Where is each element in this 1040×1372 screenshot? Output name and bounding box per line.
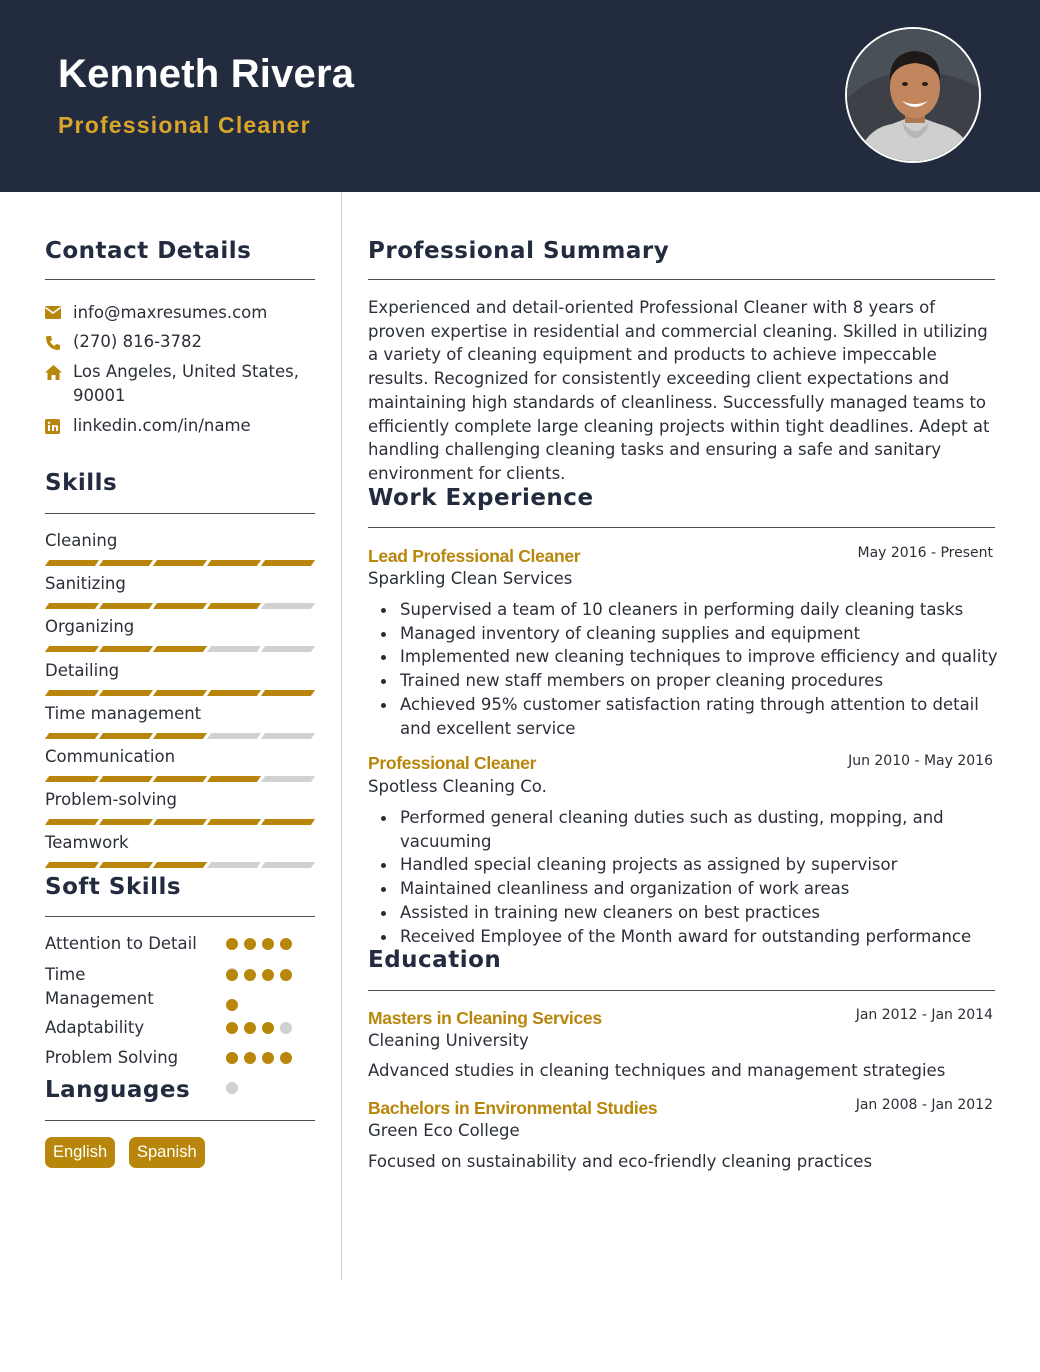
skill-level-segment bbox=[153, 690, 207, 696]
skill-level-segment bbox=[45, 560, 99, 566]
rating-dot bbox=[226, 1082, 238, 1094]
skill-level-segment bbox=[207, 862, 261, 868]
skill-level-segment bbox=[261, 776, 315, 782]
skill-level-segment bbox=[207, 603, 261, 609]
rating-dot bbox=[244, 938, 256, 950]
contact-phone-text: (270) 816-3782 bbox=[73, 332, 203, 351]
rating-dot bbox=[280, 1022, 292, 1034]
skill-level-segment bbox=[99, 819, 153, 825]
skill-level-bar bbox=[47, 776, 313, 782]
linkedin-icon bbox=[45, 414, 73, 438]
skill-label: Cleaning bbox=[45, 531, 118, 550]
profile-photo-image bbox=[847, 29, 981, 163]
summary-text: Experienced and detail-oriented Professional Cleaner with 8 years of proven expertise in residential and commercial cleaning. Skilled in utilizing a variety of cleaning equipment and products to achieve impeccable results. Recognized for consistently exceeding client expectations and maintaining high standards of cleanliness. Successfully managed teams to efficiently complete large cleaning projects within tight deadlines. Adept at handling challenging cleaning tasks and ensuring a safe and sanitary environment for clients. bbox=[368, 298, 990, 483]
languages-rule bbox=[45, 1120, 315, 1121]
education-degree: Masters in Cleaning Services bbox=[368, 1008, 602, 1028]
job-dates: May 2016 - Present bbox=[857, 545, 993, 561]
soft-skills-rule bbox=[45, 916, 315, 917]
contact-email[interactable] bbox=[45, 301, 315, 325]
soft-skill-label: Problem Solving bbox=[45, 1048, 179, 1067]
skill-level-segment bbox=[261, 733, 315, 739]
skill-level-segment bbox=[261, 690, 315, 696]
skill-level-segment bbox=[99, 646, 153, 652]
language-tag-spanish: Spanish bbox=[129, 1137, 205, 1168]
skill-level-segment bbox=[153, 733, 207, 739]
column-divider bbox=[341, 192, 342, 1280]
education-description: Focused on sustainability and eco-friendly cleaning practices bbox=[368, 1152, 873, 1171]
profile-photo bbox=[845, 27, 981, 163]
contact-email-text: info@maxresumes.com bbox=[73, 303, 268, 322]
skill-level-bar bbox=[47, 733, 313, 739]
soft-skills-section-title: Soft Skills bbox=[45, 874, 182, 900]
contact-phone[interactable] bbox=[45, 330, 315, 354]
rating-dot bbox=[226, 1022, 238, 1034]
skill-level-segment bbox=[99, 733, 153, 739]
contact-address bbox=[45, 360, 315, 408]
skill-level-segment bbox=[207, 690, 261, 696]
job-bullets bbox=[400, 598, 1000, 740]
skill-level-segment bbox=[45, 862, 99, 868]
skill-level-segment bbox=[261, 646, 315, 652]
skill-level-segment bbox=[99, 560, 153, 566]
skill-level-bar bbox=[47, 862, 313, 868]
skill-level-segment bbox=[153, 560, 207, 566]
skill-label: Organizing bbox=[45, 617, 135, 637]
skill-level-bar bbox=[47, 603, 313, 609]
skill-label: Teamwork bbox=[45, 833, 129, 853]
skill-label: Detailing bbox=[45, 660, 120, 680]
soft-skill-label: Time Management bbox=[45, 965, 154, 1008]
skill-level-segment bbox=[45, 646, 99, 652]
job-title: Lead Professional Cleaner bbox=[368, 546, 581, 566]
job-bullet: Handled special cleaning projects as assigned by supervisor bbox=[400, 853, 1000, 877]
job-bullet: Achieved 95% customer satisfaction rating through attention to detail and excellent service bbox=[400, 693, 1000, 740]
education-school: Green Eco College bbox=[368, 1121, 520, 1140]
skill-level-segment bbox=[45, 819, 99, 825]
job-bullet: Received Employee of the Month award for outstanding performance bbox=[400, 925, 1000, 949]
skill-level-bar bbox=[47, 560, 313, 566]
job-company: Sparkling Clean Services bbox=[368, 569, 573, 588]
language-tag-english: English bbox=[45, 1137, 115, 1168]
skill-level-segment bbox=[99, 690, 153, 696]
education-dates: Jan 2008 - Jan 2012 bbox=[855, 1097, 993, 1113]
home-icon bbox=[45, 360, 73, 408]
job-bullet: Maintained cleanliness and organization of work areas bbox=[400, 877, 1000, 901]
phone-icon bbox=[45, 330, 73, 354]
skill-level-segment bbox=[261, 819, 315, 825]
skill-level-segment bbox=[261, 560, 315, 566]
rating-dot bbox=[262, 1022, 274, 1034]
education-rule bbox=[368, 990, 995, 991]
header bbox=[0, 0, 1040, 192]
job-dates: Jun 2010 - May 2016 bbox=[848, 753, 993, 769]
contact-linkedin[interactable] bbox=[45, 414, 315, 438]
rating-dot bbox=[244, 1052, 256, 1064]
skill-level-segment bbox=[99, 603, 153, 609]
skill-level-segment bbox=[261, 862, 315, 868]
skill-level-segment bbox=[153, 862, 207, 868]
summary-rule bbox=[368, 279, 995, 280]
skill-label: Problem-solving bbox=[45, 790, 177, 810]
education-school: Cleaning University bbox=[368, 1031, 529, 1050]
job-bullet: Implemented new cleaning techniques to improve efficiency and quality bbox=[400, 645, 1000, 669]
job-bullet: Performed general cleaning duties such as dusting, mopping, and vacuuming bbox=[400, 806, 1000, 853]
skill-level-segment bbox=[45, 603, 99, 609]
job-title: Professional Cleaner bbox=[368, 753, 537, 773]
rating-dot bbox=[226, 1052, 238, 1064]
skill-level-segment bbox=[153, 776, 207, 782]
work-section-title: Work Experience bbox=[368, 485, 594, 511]
job-bullets bbox=[400, 806, 1000, 948]
soft-skill-rating bbox=[226, 969, 306, 1029]
job-bullet: Managed inventory of cleaning supplies and equipment bbox=[400, 622, 1000, 646]
rating-dot bbox=[280, 938, 292, 950]
skill-level-segment bbox=[153, 603, 207, 609]
contact-address-line1: Los Angeles, United States, bbox=[73, 362, 300, 381]
job-bullet: Supervised a team of 10 cleaners in performing daily cleaning tasks bbox=[400, 598, 1000, 622]
rating-dot bbox=[280, 1052, 292, 1064]
skills-section-title: Skills bbox=[45, 470, 118, 496]
soft-skill-label: Adaptability bbox=[45, 1018, 145, 1037]
skill-label: Sanitizing bbox=[45, 574, 126, 594]
skill-level-segment bbox=[207, 560, 261, 566]
contact-address-line2: 90001 bbox=[73, 386, 126, 405]
work-rule bbox=[368, 527, 995, 528]
job-bullet: Trained new staff members on proper cleaning procedures bbox=[400, 669, 1000, 693]
education-dates: Jan 2012 - Jan 2014 bbox=[855, 1007, 993, 1023]
skill-level-segment bbox=[207, 776, 261, 782]
skill-level-segment bbox=[153, 646, 207, 652]
contact-rule bbox=[45, 279, 315, 280]
rating-dot bbox=[262, 1052, 274, 1064]
rating-dot bbox=[262, 969, 274, 981]
skill-label: Communication bbox=[45, 747, 176, 766]
skill-level-segment bbox=[45, 776, 99, 782]
education-degree: Bachelors in Environmental Studies bbox=[368, 1098, 658, 1118]
skill-level-segment bbox=[207, 733, 261, 739]
skill-level-bar bbox=[47, 690, 313, 696]
job-company: Spotless Cleaning Co. bbox=[368, 777, 547, 796]
contact-section-title: Contact Details bbox=[45, 238, 252, 264]
skill-level-segment bbox=[261, 603, 315, 609]
skills-rule bbox=[45, 513, 315, 514]
rating-dot bbox=[226, 938, 238, 950]
skill-level-segment bbox=[99, 862, 153, 868]
rating-dot bbox=[280, 969, 292, 981]
skill-label: Time management bbox=[45, 703, 202, 723]
rating-dot bbox=[244, 969, 256, 981]
skill-level-segment bbox=[207, 646, 261, 652]
skill-level-segment bbox=[45, 733, 99, 739]
skill-level-bar bbox=[47, 819, 313, 825]
rating-dot bbox=[244, 1022, 256, 1034]
candidate-role: Professional Cleaner bbox=[58, 112, 311, 138]
rating-dot bbox=[226, 969, 238, 981]
education-description: Advanced studies in cleaning techniques and management strategies bbox=[368, 1061, 946, 1080]
summary-section-title: Professional Summary bbox=[368, 238, 670, 264]
rating-dot bbox=[226, 999, 238, 1011]
skill-level-segment bbox=[45, 690, 99, 696]
soft-skill-rating bbox=[226, 1052, 306, 1112]
envelope-icon bbox=[45, 301, 73, 325]
candidate-name: Kenneth Rivera bbox=[58, 52, 355, 96]
languages-section-title: Languages bbox=[45, 1077, 191, 1103]
job-bullet: Assisted in training new cleaners on best practices bbox=[400, 901, 1000, 925]
skill-level-bar bbox=[47, 646, 313, 652]
skill-level-segment bbox=[99, 776, 153, 782]
contact-linkedin-text: linkedin.com/in/name bbox=[73, 416, 251, 435]
rating-dot bbox=[262, 938, 274, 950]
skill-level-segment bbox=[153, 819, 207, 825]
education-section-title: Education bbox=[368, 947, 502, 973]
skill-level-segment bbox=[207, 819, 261, 825]
soft-skill-label: Attention to Detail bbox=[45, 934, 197, 953]
